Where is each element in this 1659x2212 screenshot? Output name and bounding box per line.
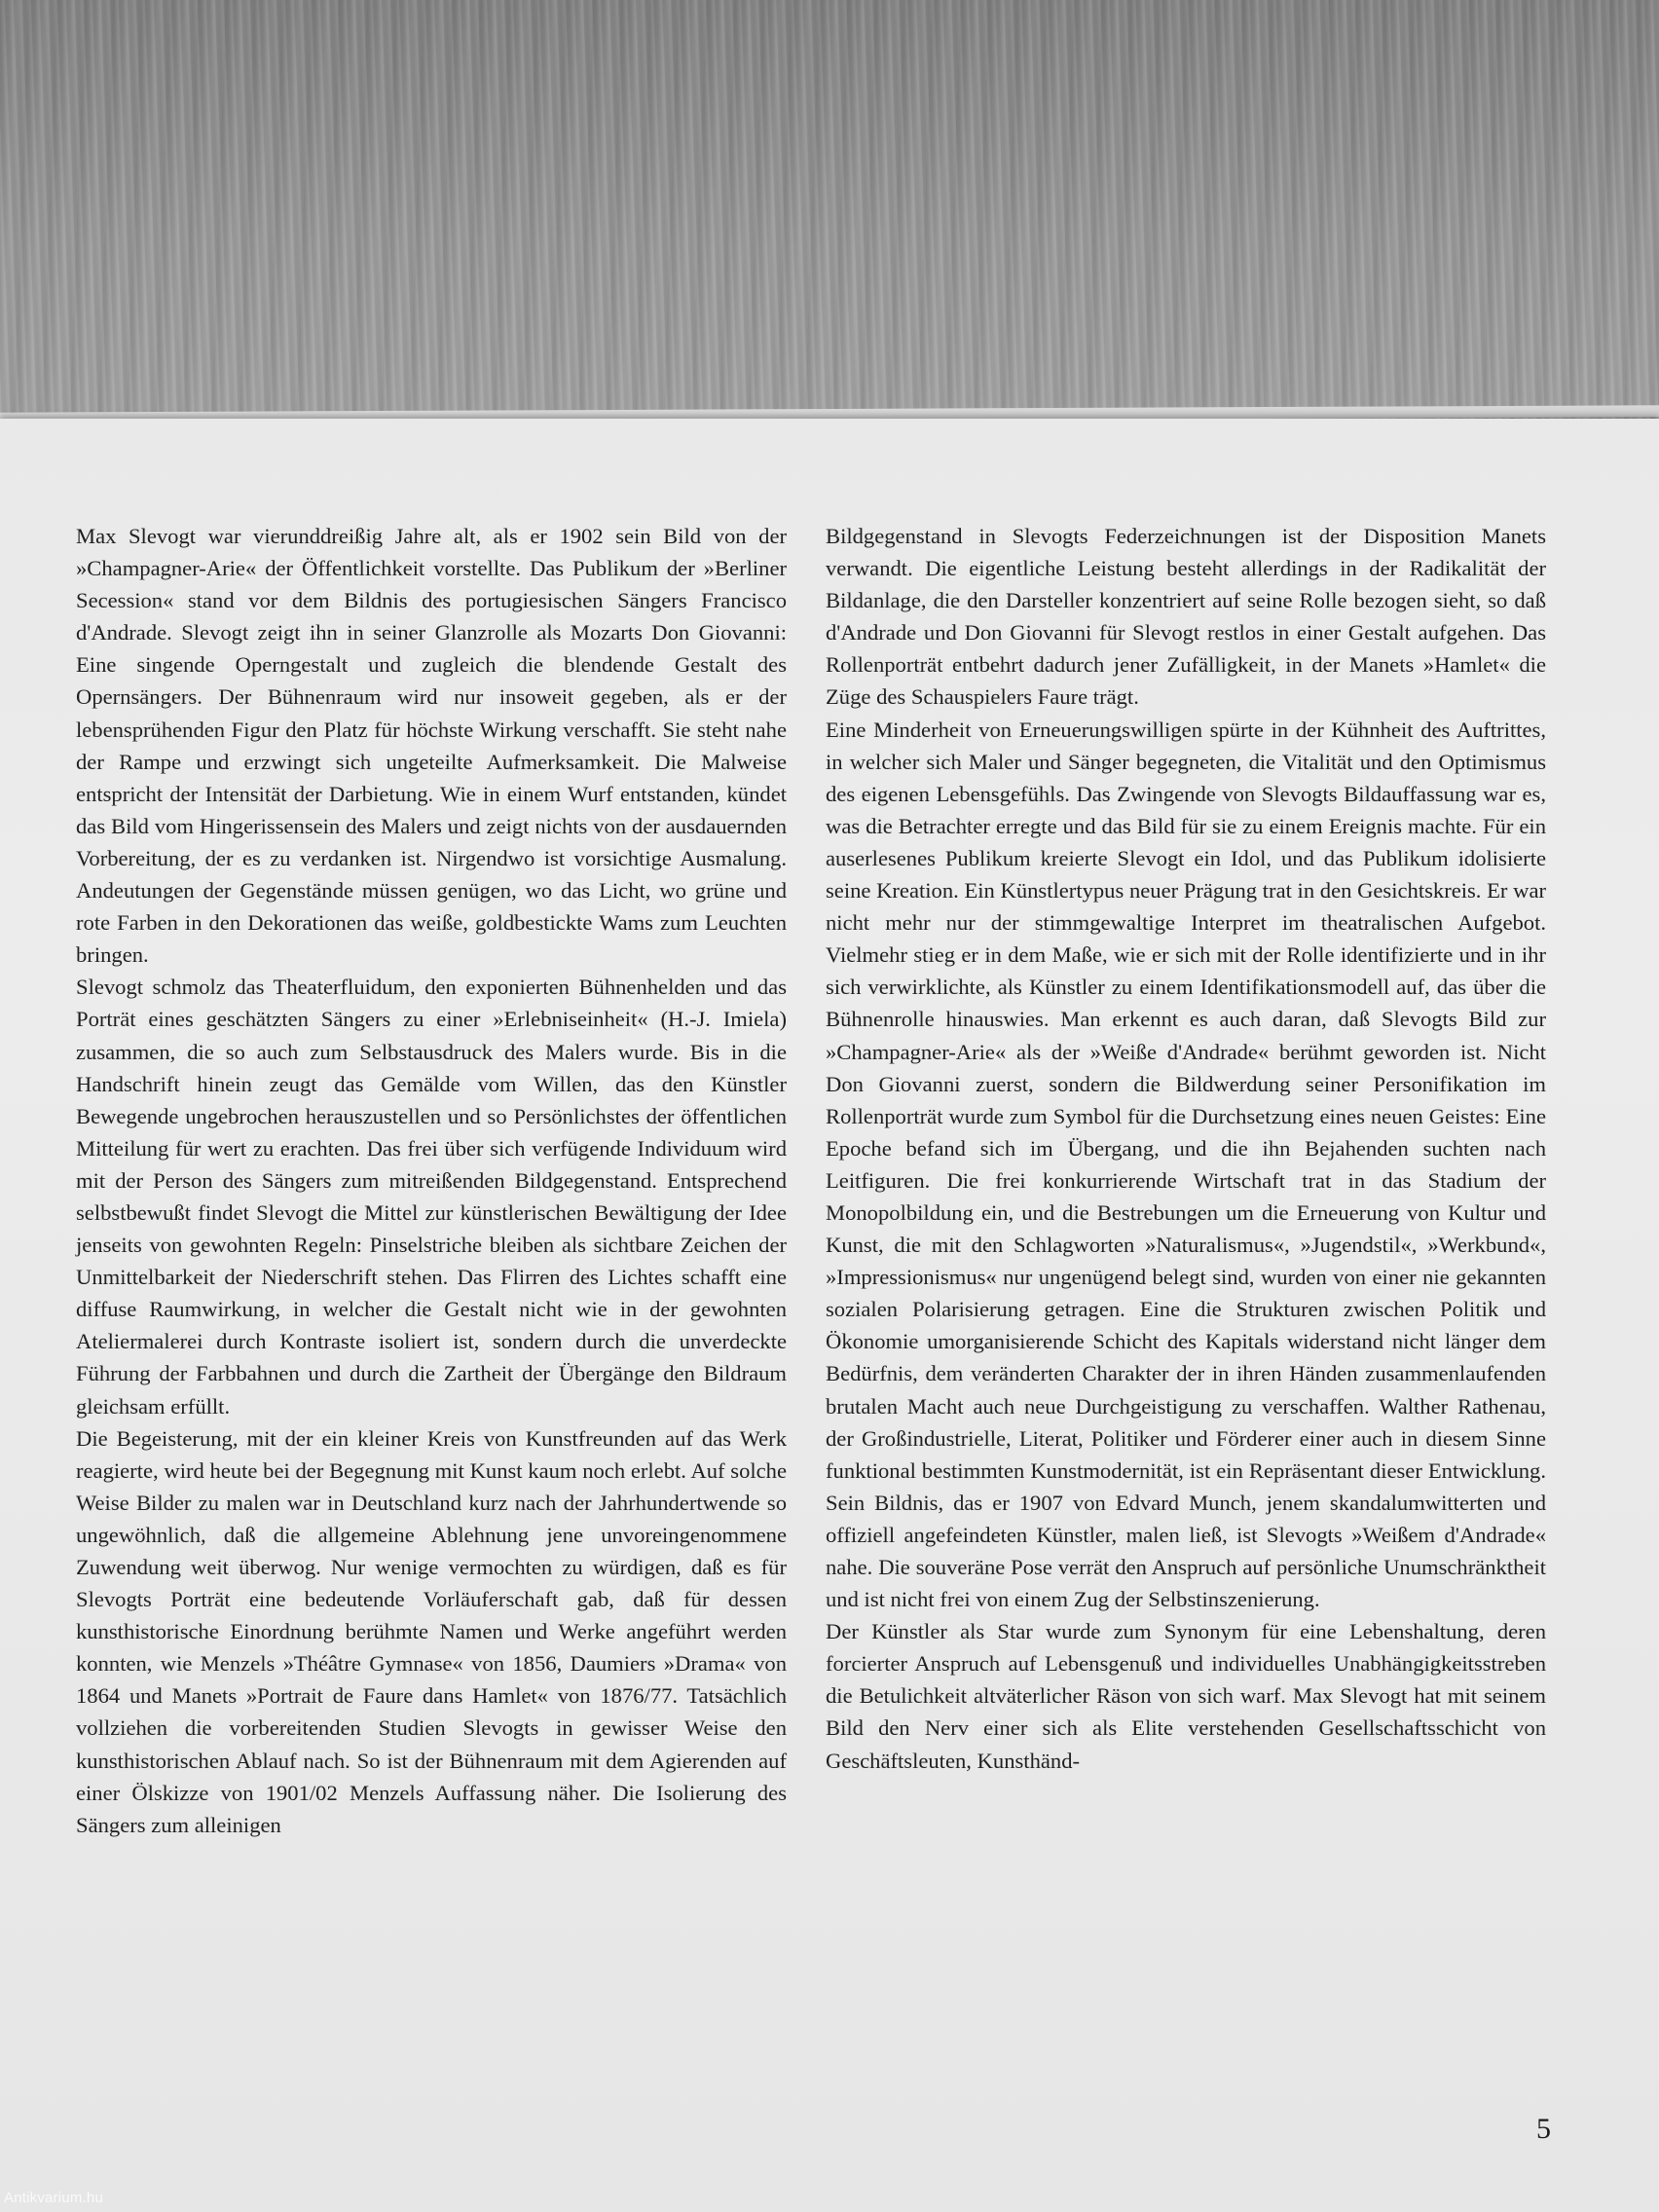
left-paragraph-1: Max Slevogt war vierunddreißig Jahre alt, als er 1902 sein Bild von der »Champagner-Arie« der Öffentlichkeit vorstellte. Das Publikum der »Berliner Secession« stand vor dem Bildnis des portugiesischen Sängers Francisco d'Andrade. Slevogt zeigt ihn in seiner Glanzrolle als Mozarts Don Giovanni: Eine singende Operngestalt und zugleich die blendende Gestalt des Opernsängers. Der Bühnenraum wird nur insoweit gegeben, als er der lebensprühenden Figur den Platz für höchste Wirkung verschafft. Sie steht nahe der Rampe und erzwingt sich ungeteilte Aufmerksamkeit. Die Malweise entspricht der Intensität der Darbietung. Wie in einem Wurf entstanden, kündet das Bild vom Hingerissensein des Malers und zeigt nichts von der ausdauernden Vorbereitung, der es zu verdanken ist. Nirgendwo ist vorsichtige Ausmalung. Andeutungen der Gegenstände müssen genügen, wo das Licht, wo grüne und rote Farben in den Dekorationen das weiße, goldbestickte Wams zum Leuchten bringen.	[76, 524, 787, 968]
watermark-text: Antikvarium.hu	[4, 2190, 104, 2206]
table-surface-background	[0, 0, 1659, 438]
right-paragraph-3: Der Künstler als Star wurde zum Synonym für eine Lebenshaltung, deren forcierter Anspruch auf Lebensgenuß und individuelles Unabhängigkeitsstreben die Betulichkeit altväterlicher Räson von sich warf. Max Slevogt hat mit seinem Bild den Nerv einer sich als Elite verstehenden Gesellschaftsschicht von Geschäftsleuten, Kunsthänd-	[826, 1619, 1546, 1773]
page-number: 5	[1536, 2113, 1551, 2145]
left-paragraph-3: Die Begeisterung, mit der ein kleiner Kreis von Kunstfreunden auf das Werk reagierte, wird heute bei der Begegnung mit Kunst kaum noch erlebt. Auf solche Weise Bilder zu malen war in Deutschland kurz nach der Jahrhundertwende so ungewöhnlich, daß die allgemeine Ablehnung jene unvoreingenommene Zuwendung weit überwog. Nur wenige vermochten zu würdigen, daß es für Slevogts Porträt eine bedeutende Vorläuferschaft gab, daß für dessen kunsthistorische Einordnung berühmte Namen und Werke angeführt werden konnten, wie Menzels »Théâtre Gymnase« von 1856, Daumiers »Drama« von 1864 und Manets »Portrait de Faure dans Hamlet« von 1876/77. Tatsächlich vollziehen die vorbereitenden Studien Slevogts in gewisser Weise den kunsthistorischen Ablauf nach. So ist der Bühnenraum mit dem Agierenden auf einer Ölskizze von 1901/02 Menzels Auffassung näher. Die Isolierung des Sängers zum alleinigen	[76, 1425, 787, 1837]
right-paragraph-2: Eine Minderheit von Erneuerungswilligen spürte in der Kühnheit des Auftrittes, in welcher sich Maler und Sänger begegneten, die Vitalität und den Optimismus des eigenen Lebensgefühls. Das Zwingende von Slevogts Bildauffassung war es, was die Betrachter erregte und das Bild für sie zu einem Ereignis machte. Für ein auserlesenes Publikum kreierte Slevogt ein Idol, und das Publikum idolisierte seine Kreation. Ein Künstlertypus neuer Prägung trat in den Gesichtskreis. Er war nicht mehr nur der stimmgewaltige Interpret im theatralischen Aufgebot. Vielmehr stieg er in dem Maße, wie er sich mit der Rolle identifizierte und in ihr sich verwirklichte, als Künstler zu einem Identifikationsmodell auf, das über die Bühnenrolle hinauswies. Man erkennt es auch daran, daß Slevogts Bild zur »Champagner-Arie« als der »Weiße d'Andrade« berühmt geworden ist. Nicht Don Giovanni zuerst, sondern die Bildwerdung seiner Personifikation im Rollenporträt wurde zum Symbol für die Durchsetzung eines neuen Geistes: Eine Epoche befand sich im Übergang, und die ihn Bejahenden suchten nach Leitfiguren. Die frei konkurrierende Wirtschaft trat in das Stadium der Monopolbildung ein, und die Bestrebungen um die Erneuerung von Kultur und Kunst, die mit den Schlagworten »Naturalismus«, »Jugendstil«, »Werkbund«, »Impressionismus« nur ungenügend belegt sind, wurden von einer nie gekannten sozialen Polarisierung getragen. Eine die Strukturen zwischen Politik und Ökonomie umorganisierende Schicht des Kapitals widerstand nicht länger dem Bedürfnis, dem veränderten Charakter der in ihren Händen zusammenlaufenden brutalen Macht auch neue Durchgeistigung zu verschaffen. Walther Rathenau, der Großindustrielle, Literat, Politiker und Förderer einer auch in diesem Sinne funktional bestimmten Kunstmodernität, ist ein Repräsentant dieser Entwicklung. Sein Bildnis, das er 1907 von Edvard Munch, jenem skandalumwitterten und offiziell angefeindeten Künstler, malen ließ, ist Slevogts »Weißem d'Andrade« nahe. Die souveräne Pose verrät den Anspruch auf persönliche Unumschränktheit und ist nicht frei von einem Zug der Selbstinszenierung.	[826, 717, 1546, 1612]
right-paragraph-1: Bildgegenstand in Slevogts Federzeichnungen ist der Disposition Manets verwandt. Die eigentliche Leistung besteht allerdings in der Radikalität der Bildanlage, die den Darsteller konzentriert auf seine Rolle bezogen sieht, so daß d'Andrade und Don Giovanni für Slevogt restlos in einer Gestalt aufgehen. Das Rollenporträt entbehrt dadurch jener Zufälligkeit, in der Manets »Hamlet« die Züge des Schauspielers Faure trägt.	[826, 524, 1546, 710]
book-page	[0, 419, 1659, 2212]
left-paragraph-2: Slevogt schmolz das Theaterfluidum, den exponierten Bühnenhelden und das Porträt eines geschätzten Sängers zu einer »Erlebniseinheit« (H.-J. Imiela) zusammen, die so auch zum Selbstausdruck des Malers wurde. Bis in die Handschrift hinein zeugt das Gemälde vom Willen, das den Künstler Bewegende ungebrochen herauszustellen und so Persönlichstes der öffentlichen Mitteilung für wert zu erachten. Das frei über sich verfügende Individuum wird mit der Person des Sängers zum mitreißenden Bildgegenstand. Entsprechend selbstbewußt findet Slevogt die Mittel zur künstlerischen Bewältigung der Idee jenseits von gewohnten Regeln: Pinselstriche bleiben als sichtbare Zeichen der Unmittelbarkeit der Niederschrift stehen. Das Flirren des Lichtes schafft eine diffuse Raumwirkung, in welcher die Gestalt nicht wie in der gewohnten Ateliermalerei durch Kontraste isoliert ist, sondern durch die unverdeckte Führung der Farbbahnen und durch die Zartheit der Übergänge den Bildraum gleichsam erfüllt.	[76, 975, 787, 1419]
left-text-column	[76, 520, 787, 1841]
right-text-column	[826, 520, 1546, 1777]
